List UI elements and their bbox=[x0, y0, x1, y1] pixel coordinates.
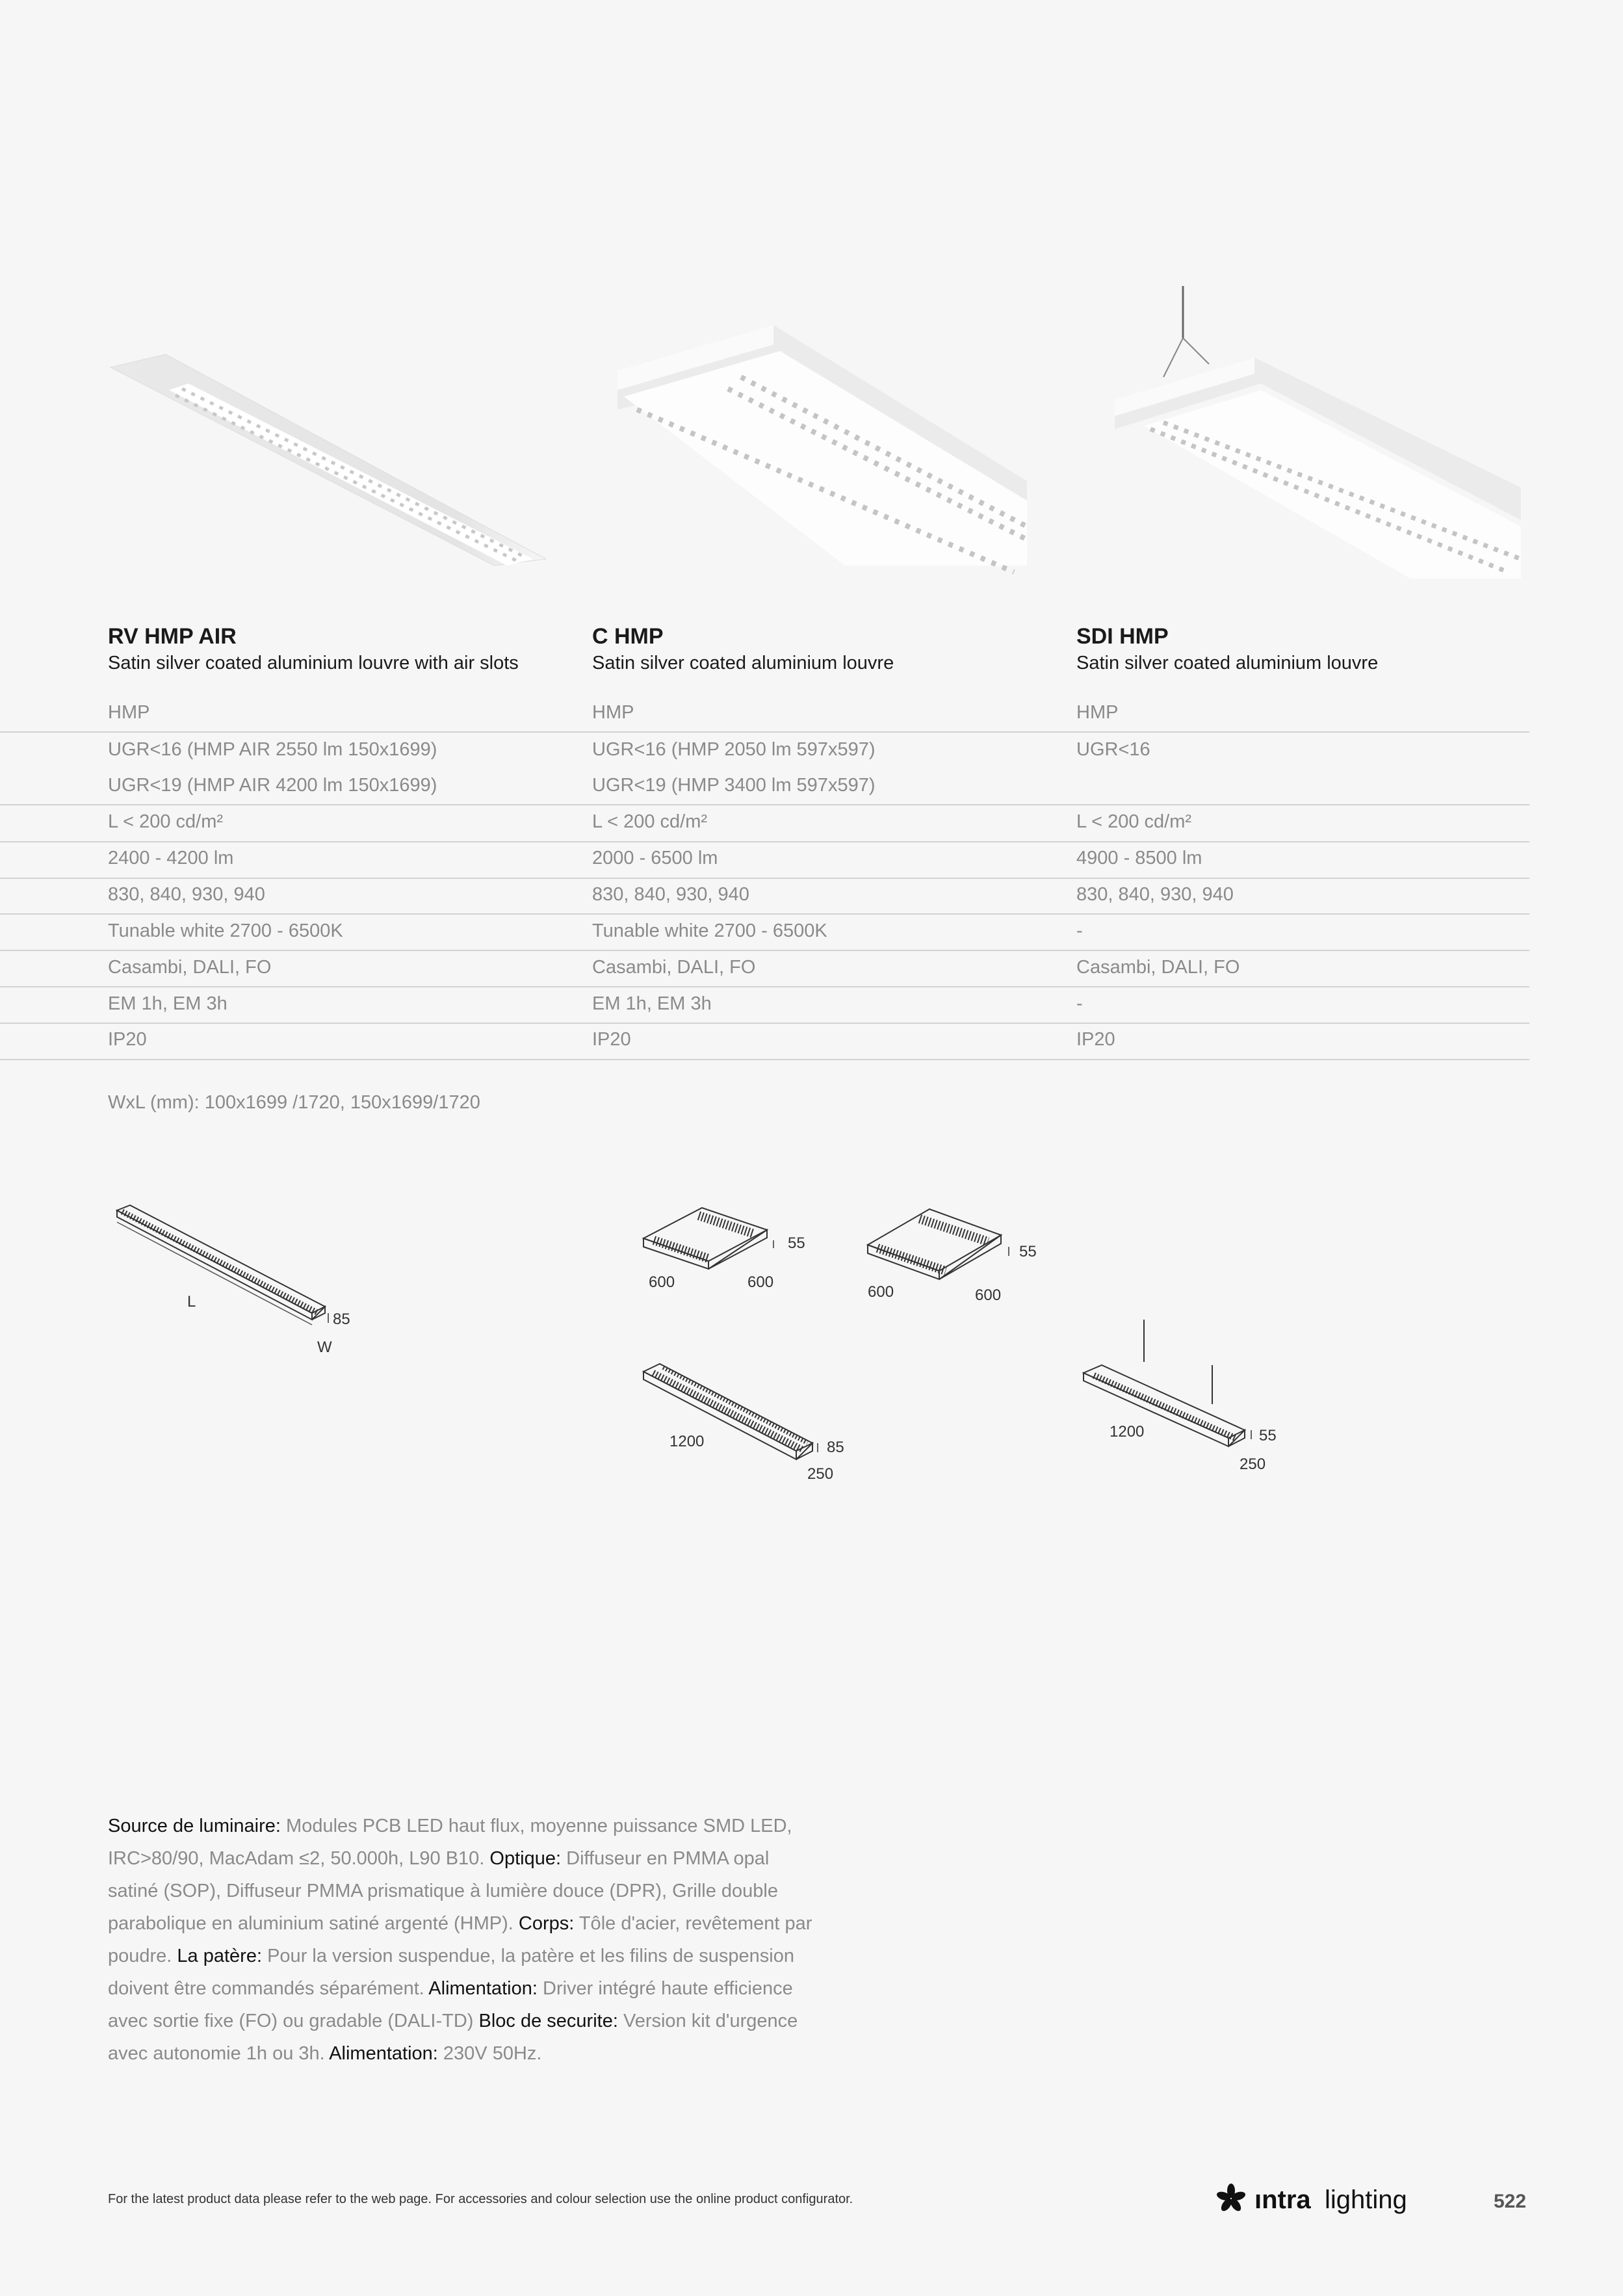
product-subtitle: Satin silver coated aluminium louvre with air slots bbox=[108, 653, 519, 673]
desc-text: Tôle d'acier, revêtement par poudre. bbox=[108, 1913, 812, 1966]
desc-text: Version kit d'urgence avec autonomie 1h ou 3h. bbox=[108, 2011, 798, 2064]
dim-height: 55 bbox=[1259, 1427, 1277, 1444]
spec-ip: IP20 bbox=[592, 1029, 631, 1050]
spec-louvre: HMP bbox=[592, 702, 634, 723]
c-hmp-600-drawing bbox=[637, 1196, 825, 1300]
spec-flux: 2000 - 6500 lm bbox=[592, 848, 718, 868]
desc-text: Driver intégré haute efficience avec sortie fixe (FO) ou gradable (DALI-TD) bbox=[108, 1978, 793, 2031]
dim-width: 250 bbox=[807, 1465, 834, 1483]
spec-emergency: EM 1h, EM 3h bbox=[592, 993, 712, 1014]
dim-width: 250 bbox=[1240, 1455, 1266, 1473]
product-title: C HMP bbox=[592, 624, 664, 649]
spec-control: Casambi, DALI, FO bbox=[592, 957, 756, 978]
spec-louvre: HMP bbox=[1076, 702, 1119, 723]
dim-width: 600 bbox=[649, 1273, 675, 1291]
spec-tunable: Tunable white 2700 - 6500K bbox=[592, 920, 827, 941]
spec-ugr: UGR<19 (HMP 3400 lm 597x597) bbox=[592, 775, 876, 796]
star-icon bbox=[1215, 2183, 1247, 2214]
rv-drawing bbox=[104, 1196, 364, 1365]
spec-control: Casambi, DALI, FO bbox=[1076, 957, 1240, 978]
row-divider bbox=[0, 950, 1529, 951]
c-hmp-1200-drawing bbox=[637, 1346, 858, 1495]
row-divider bbox=[0, 913, 1529, 915]
dim-height: 55 bbox=[788, 1234, 805, 1252]
dim-length: 600 bbox=[747, 1273, 774, 1291]
spec-flux: 2400 - 4200 lm bbox=[108, 848, 234, 868]
spec-cct: 830, 840, 930, 940 bbox=[1076, 884, 1234, 905]
spec-ugr: UGR<16 (HMP 2050 lm 597x597) bbox=[592, 739, 876, 760]
brand-logo bbox=[1215, 2179, 1410, 2218]
brand-name-light: lighting bbox=[1325, 2185, 1407, 2214]
sdi-hmp-image bbox=[1105, 280, 1521, 585]
desc-label: Alimentation: bbox=[428, 1978, 538, 1999]
dim-length: L bbox=[187, 1293, 196, 1311]
spec-cct: 830, 840, 930, 940 bbox=[108, 884, 265, 905]
spec-luminance: L < 200 cd/m² bbox=[592, 811, 708, 832]
desc-label: Bloc de securite: bbox=[478, 2011, 618, 2031]
spec-emergency: EM 1h, EM 3h bbox=[108, 993, 227, 1014]
dim-height: 85 bbox=[333, 1311, 350, 1328]
dim-width: 600 bbox=[868, 1283, 894, 1301]
row-divider bbox=[0, 986, 1529, 987]
desc-text: Modules PCB LED haut flux, moyenne puissance SMD LED, IRC>80/90, MacAdam ≤2, 50.000h, L90 B10. bbox=[108, 1816, 792, 1869]
spec-luminance: L < 200 cd/m² bbox=[1076, 811, 1192, 832]
spec-tunable: Tunable white 2700 - 6500K bbox=[108, 920, 343, 941]
brand-name: ıntra bbox=[1254, 2185, 1311, 2214]
spec-ip: IP20 bbox=[108, 1029, 147, 1050]
desc-label: Corps: bbox=[518, 1913, 575, 1934]
product-title: SDI HMP bbox=[1076, 624, 1169, 649]
dim-width: W bbox=[317, 1338, 332, 1356]
dim-length: 1200 bbox=[669, 1433, 705, 1450]
footer-note: For the latest product data please refer to the web page. For accessories and colour selection use the online product configurator. bbox=[108, 2192, 853, 2206]
dim-length: 1200 bbox=[1110, 1423, 1145, 1441]
row-divider bbox=[0, 731, 1529, 733]
c-hmp-600-drawing bbox=[858, 1196, 1053, 1307]
c-hmp-image bbox=[611, 280, 1027, 585]
page-number: 522 bbox=[1494, 2191, 1527, 2212]
row-divider bbox=[0, 804, 1529, 805]
spec-flux: 4900 - 8500 lm bbox=[1076, 848, 1202, 868]
rv-hmp-air-image bbox=[104, 280, 546, 585]
product-title: RV HMP AIR bbox=[108, 624, 237, 649]
spec-ugr: UGR<16 bbox=[1076, 739, 1150, 760]
desc-label: Source de luminaire: bbox=[108, 1816, 281, 1836]
product-subtitle: Satin silver coated aluminium louvre bbox=[592, 653, 894, 673]
desc-text: Diffuseur en PMMA opal satiné (SOP), Diffuseur PMMA prismatique à lumière douce (DPR), Grille double parabolique en aluminium satiné argenté (HMP). bbox=[108, 1848, 778, 1934]
row-divider bbox=[0, 841, 1529, 842]
size-note: WxL (mm): 100x1699 /1720, 150x1699/1720 bbox=[108, 1092, 480, 1113]
row-divider bbox=[0, 878, 1529, 879]
desc-label: La patère: bbox=[177, 1946, 263, 1966]
spec-emergency: - bbox=[1076, 993, 1083, 1014]
spec-ugr: UGR<19 (HMP AIR 4200 lm 150x1699) bbox=[108, 775, 437, 796]
desc-label: Optique: bbox=[489, 1848, 562, 1869]
spec-cct: 830, 840, 930, 940 bbox=[592, 884, 749, 905]
desc-text: 230V 50Hz. bbox=[437, 2043, 542, 2064]
desc-label: Alimentation: bbox=[329, 2043, 438, 2064]
spec-ugr: UGR<16 (HMP AIR 2550 lm 150x1699) bbox=[108, 739, 437, 760]
dim-length: 600 bbox=[975, 1286, 1002, 1304]
spec-ip: IP20 bbox=[1076, 1029, 1115, 1050]
row-divider bbox=[0, 1023, 1529, 1024]
product-subtitle: Satin silver coated aluminium louvre bbox=[1076, 653, 1379, 673]
desc-text: Pour la version suspendue, la patère et les filins de suspension doivent être commandés séparément. bbox=[108, 1946, 794, 1999]
dim-height: 55 bbox=[1019, 1243, 1037, 1260]
spec-tunable: - bbox=[1076, 920, 1083, 941]
spec-control: Casambi, DALI, FO bbox=[108, 957, 272, 978]
dim-height: 85 bbox=[827, 1439, 844, 1456]
spec-louvre: HMP bbox=[108, 702, 150, 723]
product-description bbox=[108, 1810, 816, 2070]
spec-luminance: L < 200 cd/m² bbox=[108, 811, 224, 832]
row-divider bbox=[0, 1059, 1529, 1060]
sdi-hmp-drawing bbox=[1076, 1313, 1297, 1482]
